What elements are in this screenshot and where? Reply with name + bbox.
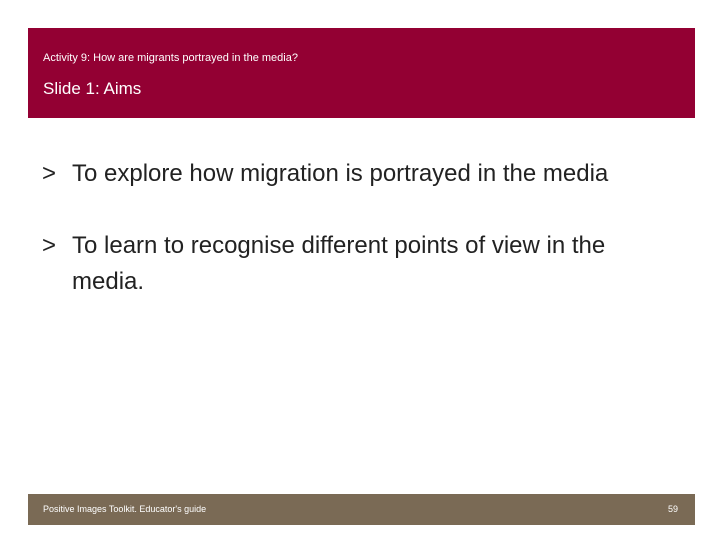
slide-title: Slide 1: Aims xyxy=(43,79,142,98)
aim-text: To explore how migration is portrayed in the media xyxy=(72,160,609,187)
page-number: 59 xyxy=(667,504,678,514)
slide-footer xyxy=(28,494,695,525)
bullet-marker: > xyxy=(42,232,57,259)
aims-list-item xyxy=(42,228,682,300)
aims-list-item xyxy=(42,156,682,192)
footer-source: Positive Images Toolkit. Educator's guide xyxy=(43,504,207,514)
aim-text: To learn to recognise different points of view in the media. xyxy=(72,232,606,295)
activity-title: Activity 9: How are migrants portrayed in the media? xyxy=(43,52,298,64)
slide-header xyxy=(28,28,695,118)
aims-list xyxy=(42,156,682,300)
bullet-marker: > xyxy=(42,160,57,187)
